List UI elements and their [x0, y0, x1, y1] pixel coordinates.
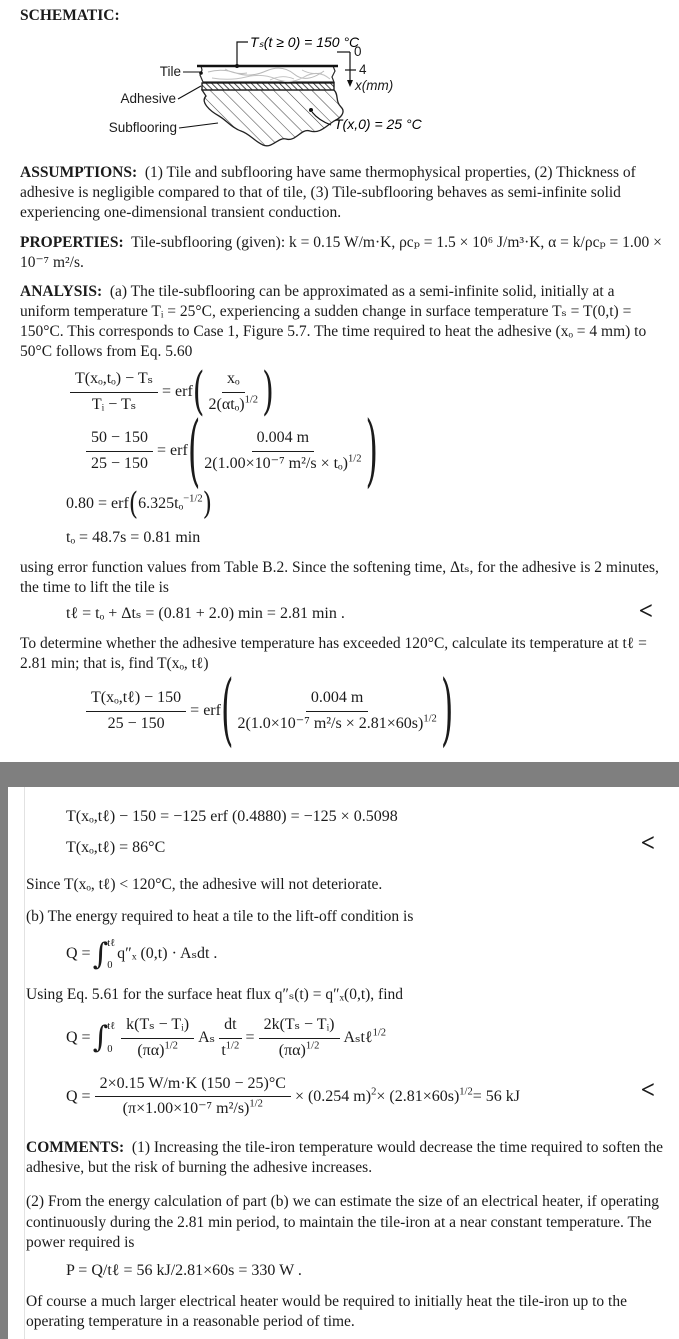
answer-indicator: < — [640, 829, 655, 857]
determine-paragraph: To determine whether the adhesive temperature has exceeded 120°C, calculate its temperature at tℓ = 2.81 min; that is, find T(xₒ, tℓ) — [20, 634, 647, 672]
adhesive-leader-line — [178, 86, 201, 99]
equation-energy-integral: Q = ∫ tℓ 0 q″ₓ (0,t) · Aₛdt . — [66, 936, 218, 972]
lower-page-content — [24, 787, 679, 1339]
comments-paragraph: COMMENTS: (1) Increasing the tile-iron temperature would decrease the time required to soften the adhesive, but the risk of burning the adhesive increases. — [26, 1139, 664, 1177]
integral-icon: ∫ — [92, 1020, 109, 1056]
tile-label: Tile — [159, 64, 181, 80]
surface-temp-label: Tₛ(t ≥ 0) = 150 °C — [250, 34, 360, 51]
fraction: $\frac{2\times 0.15 W/m\cdot K (150 - 25)^\circ C}{(\pi\times 1.00\times 10^{-7} m^2/s)^{1/2}}$ — [95, 1074, 291, 1121]
equation-lift-time: tℓ = tₒ + Δtₛ = (0.81 + 2.0) min = 2.81 min . — [66, 604, 345, 622]
adhesive-temp-answer-row — [26, 828, 665, 859]
assumptions-heading: ASSUMPTIONS: — [20, 164, 138, 182]
erf-note-paragraph: using error function values from Table B.2. Since the softening time, Δtₛ, for the adhesive is 2 minutes, the time to lift the tile is — [20, 558, 659, 596]
tile-shape — [197, 66, 338, 82]
comment3-paragraph: Of course a much larger electrical heater would be required to initially heat the tile-iron up to the operating temperature in a reasonable period of time. — [26, 1292, 627, 1330]
since-paragraph: Since T(xₒ, tℓ) < 120°C, the adhesive will not deteriorate. — [26, 875, 383, 893]
equation-erf-numeric: $\frac{50 - 150}{25 - 150}$ = erf ( $\frac{0.004 m}{2(1.00\times 10^{-7} m^2/s \times t_o)^{1/2}}$ ) — [82, 428, 663, 475]
fraction: $\frac{0.004 m}{2(1.00\times 10^{-7} m^2/s \times t_o)^{1/2}}$ — [204, 429, 362, 472]
comments-heading: COMMENTS: — [26, 1139, 125, 1157]
lower-page-section — [0, 787, 679, 1339]
fraction: $\frac{\text{T(xₒ,tₒ) − Tₛ}}{\text{Tᵢ − Tₛ}}$ — [70, 369, 158, 416]
comment2-paragraph: (2) From the energy calculation of part (b) we can estimate the size of an electrical heater, if operating continuously during the 2.81 min period, to maintain the tile-iron at a near constant temperature. The power required is — [26, 1193, 660, 1251]
scale-zero-label: 0 — [354, 44, 362, 60]
left-paren: ( — [192, 362, 205, 423]
fraction: $\frac{\text{k(Tₛ − Tᵢ)}}{(\pi\alpha)^{1/2}}$ — [121, 1015, 194, 1062]
fraction: $\frac{50 - 150}{25 - 150}$ — [86, 428, 153, 475]
equation-erf-symbolic: $\frac{\text{T(xₒ,tₒ) − Tₛ}}{\text{Tᵢ − Tₛ}}$ = erf ( $\frac{\text{xₒ}}{2(\alpha t_o)^{1/2}}$ ) — [66, 369, 663, 416]
axis-label: x(mm) — [355, 78, 394, 94]
surface-point-dot — [235, 64, 239, 68]
integral: ∫ tℓ 0 — [92, 936, 116, 972]
properties-heading: PROPERTIES: — [20, 233, 124, 251]
equation-erf-evaluated: T(xₒ,tℓ) − 150 = −125 erf (0.4880) = −125 × 0.5098 — [66, 808, 398, 825]
fraction: $\frac{\text{2k(Tₛ − Tᵢ)}}{(\pi\alpha)^{1/2}}$ — [259, 1015, 340, 1062]
axis-arrowhead — [347, 80, 353, 87]
lift-time-answer-row — [20, 598, 663, 625]
integral: ∫ tℓ 0 — [92, 1020, 116, 1056]
surface-temp-annotation — [235, 34, 360, 68]
fraction: $\frac{dt}{t^{1/2}}$ — [219, 1015, 241, 1062]
adhesive-label: Adhesive — [120, 91, 176, 107]
part-b-paragraph: (b) The energy required to heat a tile to the lift-off condition is — [26, 907, 414, 925]
fraction: $\frac{\text{xₒ}}{2(\alpha t_o)^{1/2}}$ — [208, 370, 259, 414]
fraction: $\frac{\text{T(xₒ,tℓ) − 150}}{25 - 150}$ — [86, 688, 186, 735]
right-paren: ) — [202, 485, 213, 522]
equation-adhesive-temp-result: T(xₒ,tℓ) = 86°C — [66, 838, 166, 856]
subflooring-shape — [202, 90, 343, 146]
initial-temp-label: T(x,0) = 25 °C — [334, 116, 422, 133]
subflooring-label: Subflooring — [108, 120, 177, 136]
integral-icon: ∫ — [92, 936, 109, 972]
equation-energy-result: Q = $\frac{2\times 0.15 W/m\cdot K (150 - 25)^\circ C}{(\pi\times 1.00\times 10^{-7} m^2/s)^{1/2}}$ × (0.254 m)$^2$ × $(2.81\times 60s)^{1/2}$ = 56 kJ — [66, 1074, 641, 1121]
properties-paragraph: PROPERTIES: Tile-subflooring (given): k = 0.15 W/m·K, ρcₚ = 1.5 × 10⁶ J/m³·K, α = k/ρcₚ = 1.00 × 10⁻⁷ m²/s. — [20, 233, 662, 271]
left-paren: ( — [220, 662, 234, 756]
interior-point-dot — [309, 108, 313, 112]
scan-divider-band — [0, 762, 679, 787]
right-paren: ) — [262, 362, 274, 423]
energy-answer-row — [26, 1062, 665, 1121]
scale-four-label: 4 — [359, 62, 367, 78]
analysis-paragraph: ANALYSIS: (a) The tile-subflooring can be approximated as a semi-infinite solid, initially at a uniform temperature Tᵢ = 25°C, experiencing a sudden change in surface temperature Tₛ = T(0,t) = 150°C. This corresponds to Case 1, Figure 5.7. The time required to heat the adhesive (xₒ = 4 mm) to 50°C follows from Eq. 5.60 — [20, 282, 647, 361]
subflooring-leader-line — [179, 123, 218, 128]
using-eq-paragraph: Using Eq. 5.61 for the surface heat flux q″ₛ(t) = q″ₓ(0,t), find — [26, 985, 404, 1003]
schematic-heading: SCHEMATIC: — [20, 7, 120, 24]
analysis-heading: ANALYSIS: — [20, 282, 103, 300]
equation-time-result: tₒ = 48.7s = 0.81 min — [66, 528, 201, 546]
equation-power: P = Q/tℓ = 56 kJ/2.81×60s = 330 W . — [66, 1261, 302, 1279]
right-paren: ) — [365, 402, 378, 496]
adhesive-layer — [202, 83, 334, 90]
equation-erf-value: 0.80 = erf ( 6.325tₒ$^{-1/2}$ ) — [66, 489, 663, 520]
fraction: $\frac{0.004 m}{2(1.0\times 10^{-7} m^2/s \times 2.81\times 60s)^{1/2}}$ — [237, 688, 437, 732]
left-paren: ( — [187, 402, 201, 496]
assumptions-paragraph: ASSUMPTIONS: (1) Tile and subflooring have same thermophysical properties, (2) Thickness of adhesive is negligible compared to that of tile, (3) Tile-subflooring behaves as semi-infinite solid experiencing one-dimensional transient conduction. — [20, 164, 636, 222]
answer-indicator: < — [638, 597, 653, 625]
schematic-figure — [20, 28, 663, 154]
equation-adhesive-temp: $\frac{\text{T(xₒ,tℓ) − 150}}{25 - 150}$ = erf ( $\frac{0.004 m}{2(1.0\times 10^{-7} m^2/s \times 2.81\times 60s)^{1/2}}$ ) — [82, 688, 663, 735]
answer-indicator: < — [640, 1077, 655, 1105]
left-paren: ( — [128, 485, 139, 522]
right-paren: ) — [440, 662, 454, 756]
equation-heat-flux-integral: Q = ∫ tℓ 0 $\frac{\text{k(Tₛ − Tᵢ)}}{(\pi\alpha)^{1/2}}$ Aₛ $\frac{dt}{t^{1/2}}$ = $\frac{\text{2k(Tₛ − Tᵢ)}}{(\pi\alpha)^{1/2}}$ Aₛtℓ$^{1/2}$ — [66, 1015, 665, 1062]
